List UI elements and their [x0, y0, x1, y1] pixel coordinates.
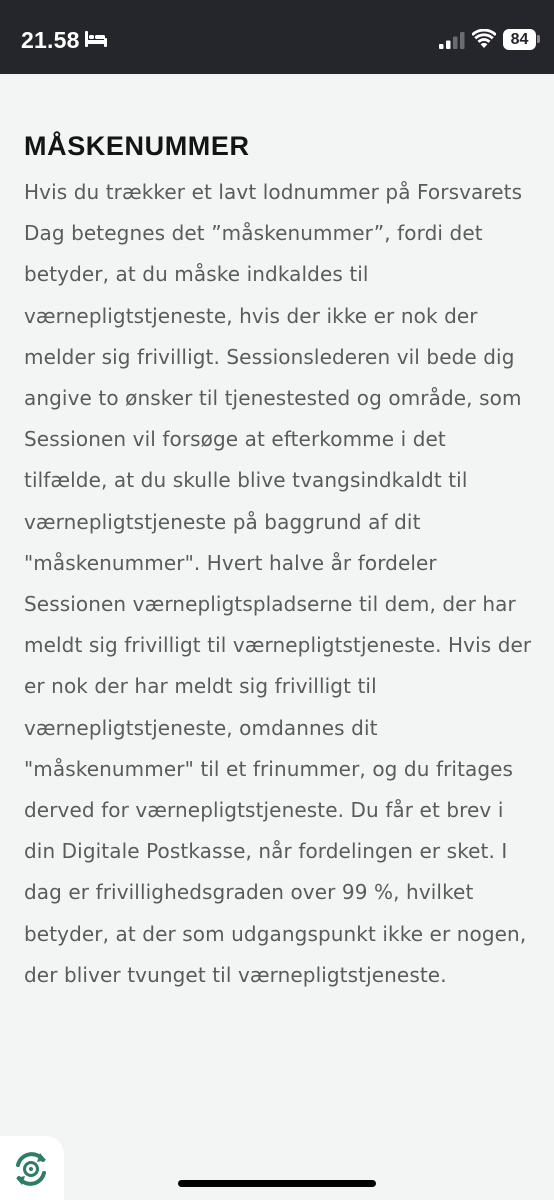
article-body: Hvis du trækker et lavt lodnummer på Forsvarets Dag betegnes det ”måskenummer”, fordi det betyder, at du måske indkaldes til værnepligtstjeneste, hvis der ikke er nok der melder sig frivilligt. Sessionslederen vil bede dig angive to ønsker til tjenestested og område, som Sessionen vil forsøge at efterkomme i det tilfælde, at du skulle blive tvangsindkaldt til værnepligtstjeneste på baggrund af dit "måskenummer". Hvert halve år fordeler Sessionen værnepligtspladserne til dem, der har meldt sig frivilligt til værnepligtstjeneste. Hvis der er nok der har meldt sig frivilligt til værnepligtstjeneste, omdannes dit "måskenummer" til et frinummer, og du fritages derved for værnepligtstjeneste. Du får et brev i din Digitale Postkasse, når fordelingen er sket. I dag er frivillighedsgraden over 99 %, hvilket betyder, at der som udgangspunkt ikke er nogen, der bliver tvunget til værnepligtstjeneste.: [24, 180, 532, 987]
floating-widget-button[interactable]: [0, 1136, 64, 1200]
cellular-signal-icon: [439, 32, 465, 49]
article: [24, 126, 534, 996]
refresh-settings-icon: [10, 1148, 52, 1190]
battery-terminal: [537, 35, 540, 43]
status-time: 21.58: [21, 27, 80, 53]
article-heading: MÅSKENUMMER: [24, 131, 250, 161]
home-indicator[interactable]: [178, 1180, 376, 1187]
status-bar: [0, 0, 554, 74]
battery-icon: 84: [503, 29, 536, 50]
wifi-icon: [472, 29, 496, 48]
bed-icon: [85, 30, 107, 48]
